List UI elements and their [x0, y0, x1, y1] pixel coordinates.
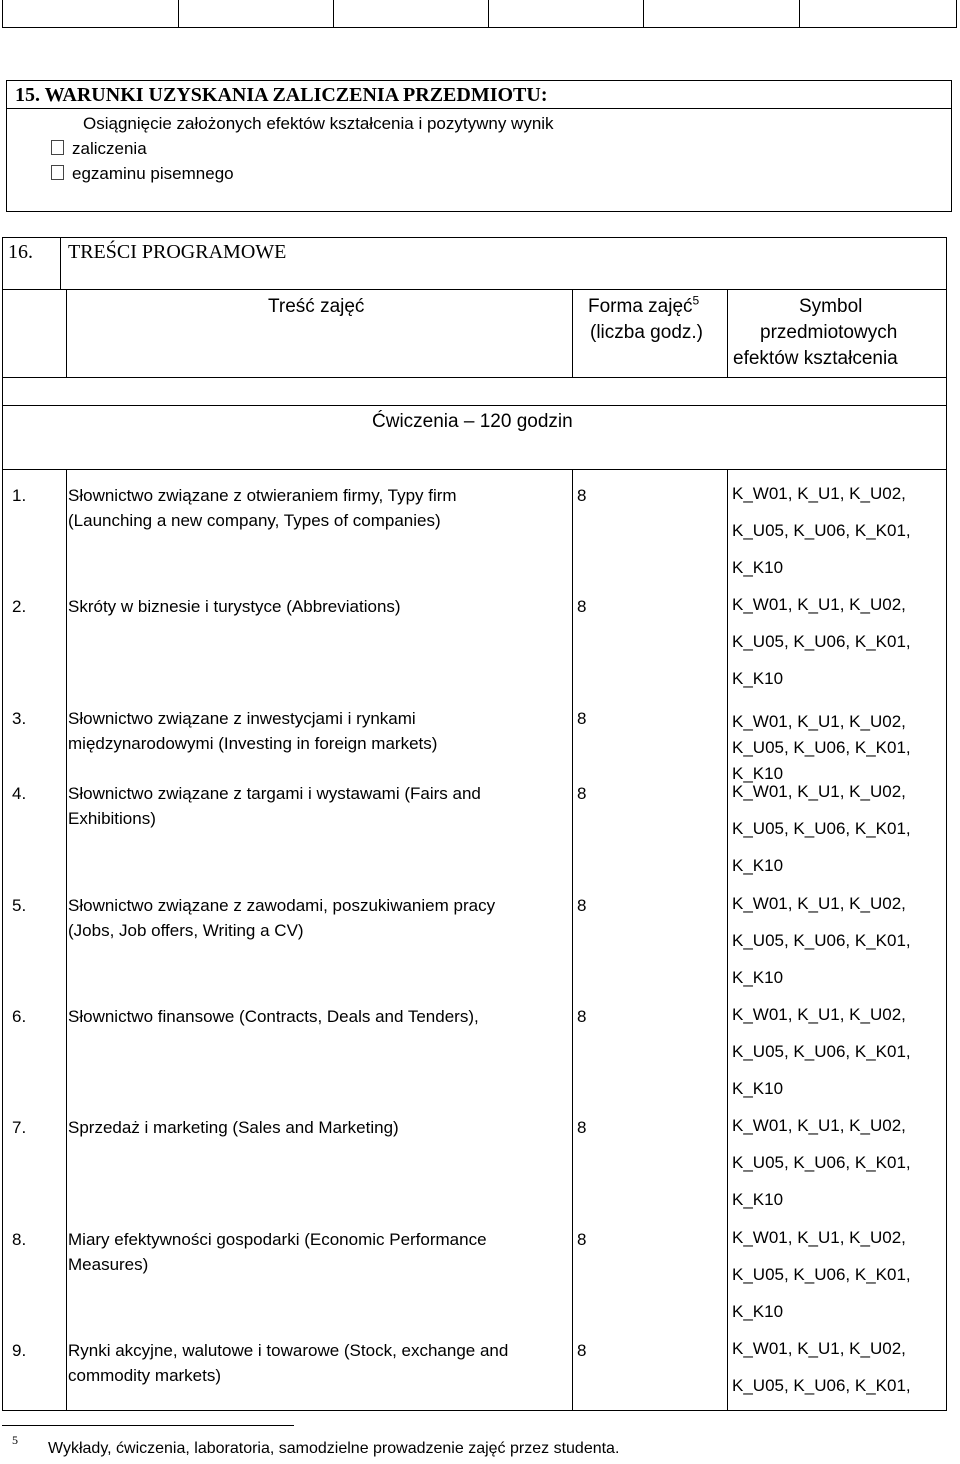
row-symbol-codes: K_U05, K_U06, K_K01, — [732, 1376, 911, 1395]
row-symbol-codes: K_K10 — [732, 764, 784, 783]
section-15-requirement: Osiągnięcie założonych efektów kształcenia i pozytywny wynik — [83, 114, 554, 133]
row-symbol-codes: K_W01, K_U1, K_U02, — [732, 1339, 906, 1358]
row-content: Miary efektywności gospodarki (Economic Performance — [68, 1230, 487, 1249]
row-symbol-codes: K_U05, K_U06, K_K01, — [732, 819, 911, 838]
column-header-form-sub: (liczba godz.) — [590, 322, 703, 343]
row-content: (Launching a new company, Types of companies) — [68, 511, 441, 530]
row-content: commodity markets) — [68, 1366, 222, 1385]
row-content: Słownictwo związane z inwestycjami i rynkami — [68, 709, 416, 728]
row-content: Sprzedaż i marketing (Sales and Marketing) — [68, 1118, 399, 1137]
row-symbol-codes: K_U05, K_U06, K_K01, — [732, 1042, 911, 1061]
column-header-symbol-2: przedmiotowych — [760, 322, 898, 343]
row-symbol-codes: K_W01, K_U1, K_U02, — [732, 782, 906, 801]
row-symbol-codes: K_K10 — [732, 968, 784, 987]
row-symbol-codes: K_K10 — [732, 669, 784, 688]
row-content: Exhibitions) — [68, 809, 156, 828]
row-content: Słownictwo związane z targami i wystawami (Fairs and — [68, 784, 481, 803]
column-header-symbol: Symbol — [799, 296, 863, 317]
row-symbol-codes: K_U05, K_U06, K_K01, — [732, 738, 911, 757]
footnote-separator — [2, 1425, 294, 1426]
row-symbol-codes: K_K10 — [732, 558, 784, 577]
row-symbol-codes: K_W01, K_U1, K_U02, — [732, 1005, 906, 1024]
row-hours: 8 — [577, 486, 587, 505]
row-hours: 8 — [577, 597, 587, 616]
row-symbol-codes: K_U05, K_U06, K_K01, — [732, 521, 911, 540]
row-symbol-codes: K_W01, K_U1, K_U02, — [732, 1116, 906, 1135]
section-16-title: TREŚCI PROGRAMOWE — [68, 241, 287, 263]
row-number: 8. — [12, 1230, 27, 1249]
row-number: 7. — [12, 1118, 27, 1137]
column-header-symbol-3: efektów kształcenia — [733, 348, 898, 369]
footnote-text: Wykłady, ćwiczenia, laboratoria, samodzielne prowadzenie zajęć przez studenta. — [48, 1440, 620, 1457]
row-symbol-codes: K_K10 — [732, 1079, 784, 1098]
row-number: 1. — [12, 486, 27, 505]
row-symbol-codes: K_U05, K_U06, K_K01, — [732, 1153, 911, 1172]
row-hours: 8 — [577, 784, 587, 803]
row-content: Słownictwo związane z otwieraniem firmy, Typy firm — [68, 486, 457, 505]
row-content: Rynki akcyjne, walutowe i towarowe (Stock, exchange and — [68, 1341, 509, 1360]
row-number: 4. — [12, 784, 27, 803]
row-number: 9. — [12, 1341, 27, 1360]
row-symbol-codes: K_U05, K_U06, K_K01, — [732, 931, 911, 950]
option-label: zaliczenia — [72, 139, 147, 158]
row-content: (Jobs, Job offers, Writing a CV) — [68, 921, 304, 940]
group-label: Ćwiczenia – 120 godzin — [372, 411, 573, 432]
section-16-number: 16. — [8, 241, 33, 263]
row-symbol-codes: K_K10 — [732, 1302, 784, 1321]
form-header-label: Forma zajęć — [588, 296, 693, 317]
row-hours: 8 — [577, 896, 587, 915]
row-content: Skróty w biznesie i turystyce (Abbreviations) — [68, 597, 401, 616]
row-number: 6. — [12, 1007, 27, 1026]
row-content: międzynarodowymi (Investing in foreign markets) — [68, 734, 438, 753]
footnote-ref: 5 — [692, 293, 700, 308]
column-header-form — [588, 294, 699, 319]
row-content: Słownictwo finansowe (Contracts, Deals and Tenders), — [68, 1007, 479, 1026]
row-number: 3. — [12, 709, 27, 728]
row-hours: 8 — [577, 1230, 587, 1249]
row-symbol-codes: K_U05, K_U06, K_K01, — [732, 632, 911, 651]
option-label: egzaminu pisemnego — [72, 164, 234, 183]
row-number: 2. — [12, 597, 27, 616]
section-15-heading: 15. WARUNKI UZYSKANIA ZALICZENIA PRZEDMIOTU: — [15, 84, 548, 106]
row-symbol-codes: K_W01, K_U1, K_U02, — [732, 894, 906, 913]
row-symbol-codes: K_W01, K_U1, K_U02, — [732, 595, 906, 614]
row-number: 5. — [12, 896, 27, 915]
row-hours: 8 — [577, 1007, 587, 1026]
footnote-mark: 5 — [12, 1433, 18, 1447]
row-symbol-codes: K_W01, K_U1, K_U02, — [732, 1228, 906, 1247]
row-content: Measures) — [68, 1255, 149, 1274]
row-hours: 8 — [577, 1341, 587, 1360]
row-symbol-codes: K_K10 — [732, 856, 784, 875]
column-header-content: Treść zajęć — [268, 296, 365, 317]
row-hours: 8 — [577, 1118, 587, 1137]
row-hours: 8 — [577, 709, 587, 728]
row-content: Słownictwo związane z zawodami, poszukiwaniem pracy — [68, 896, 496, 915]
row-symbol-codes: K_U05, K_U06, K_K01, — [732, 1265, 911, 1284]
row-symbol-codes: K_W01, K_U1, K_U02, — [732, 484, 906, 503]
row-symbol-codes: K_K10 — [732, 1190, 784, 1209]
row-symbol-codes: K_W01, K_U1, K_U02, — [732, 712, 906, 731]
